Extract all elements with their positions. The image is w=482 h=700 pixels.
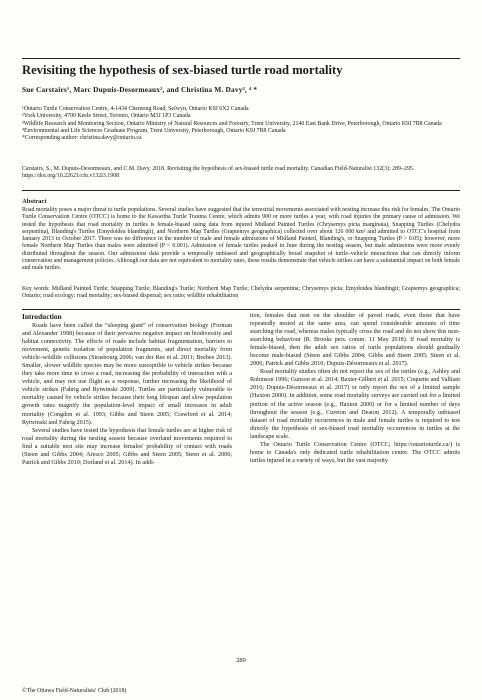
affiliation-4: ⁴Environmental and Life Sciences Graduate Program, Trent University, Peterborough, Ontario K9J 7B8 Canada bbox=[22, 127, 286, 134]
introduction-heading: Introduction bbox=[22, 312, 62, 321]
abstract-rule-bottom bbox=[22, 309, 460, 310]
paragraph: Road mortality studies often do not report the sex of the turtles (e.g., Ashley and Robinson 1996; Gunson et al. 2014; Baxter-Gilbert et al. 2015; Coquette and Valliant 2016; Dupuis-Désormeaux et al. 2017) or only report the sex of a limited sample (Haxton 2000). In addition, some road mortality surveys are carried out for a limited portion of the active season (e.g., Haxton 2000) or for a limited number of days throughout the season (e.g., Cureton and Deaton 2012). A temporally unbiased dataset of road mortality occurrences in male and female turtles is required to test directly the hypothesis of sex-biased road mortality occurrences in turtles at the landscape scale. bbox=[250, 369, 460, 440]
right-column bbox=[250, 312, 460, 465]
citation: Carstairs, S., M. Dupuis-Desormeaux, and C.M. Davy. 2018. Revisiting the hypothesis of sex-biased turtle road mortality. Canadian Field-Naturalist 132(3): 289–295. https://doi.org/10.22621/cfn.v132i3.1908 bbox=[22, 166, 415, 180]
affiliations bbox=[22, 106, 462, 142]
author-list: Sue Carstairs¹, Marc Dupuis-Desormeaux², and Christina M. Davy³, ⁴ * bbox=[22, 85, 258, 94]
paragraph: Several studies have tested the hypothesis that female turtles are at higher risk of road mortality during the nesting season because overland movements required to find a suitable nest site may increase females' probability of contact with roads (Steen and Gibbs 2004; Aresco 2005; Gibbs and Steen 2005; Steen et al. 2006; Patrick and Gibbs 2010; Dorland et al. 2014). In addi- bbox=[22, 427, 232, 466]
corresponding-author: *Corresponding author: christina.davy@ontario.ca bbox=[22, 135, 142, 142]
affiliation-3: ³Wildlife Research and Monitoring Section, Ontario Ministry of Natural Resources and Forestry, Trent University, 2140 East Bank Drive, Peterborough, Ontario K9J 7B8 Canada bbox=[22, 120, 442, 127]
left-column bbox=[22, 312, 232, 467]
top-rule bbox=[22, 58, 460, 59]
copyright-footer: ©The Ottawa Field-Naturalists' Club (2018) bbox=[22, 688, 127, 694]
abstract-heading: Abstract bbox=[22, 198, 47, 205]
paragraph: The Ontario Turtle Conservation Centre (OTCC; https://ontarioturtle.ca/) is home to Canada's only dedicated turtle rehabilitation centre. The OTCC admits turtles injured in a variety of ways, but the vast majority bbox=[250, 441, 460, 464]
paragraph: Roads have been called the “sleeping giant” of conservation biology (Forman and Alexander 1998) because of their pervasive negative impact on biodiversity and habitat connectivity. The effects of roads include habitat fragmentation, barriers to movement, genetic isolation of population fragments, and direct mortality from vehicle–wildlife collisions (Strasbourg 2006; van der Ree et al. 2011; Beebee 2013). Smaller, slower wildlife species may be more susceptible to vehicle strikes because they take more time to cross a road, increasing the probability of interaction with a vehicle, and may not use flight as a response, further increasing the likelihood of vehicle strikes (Fahrig and Rytwinski 2009). Turtles are particularly vulnerable to mortality caused by vehicle strikes because their long lifespan and slow population growth rates magnify the population-level impact of small increases in adult mortality (Congdon et al. 1993; Gibbs and Steen 2005; Crawford et al. 2014; Rytwinski and Fahrig 2015). bbox=[22, 323, 232, 426]
abstract-rule-top bbox=[22, 190, 460, 191]
abstract-text: Road mortality poses a major threat to turtle populations. Several studies have suggested that the terrestrial movements associated with nesting increase this risk for females. The Ontario Turtle Conservation Centre (OTCC) is home to the Kawartha Turtle Trauma Centre, which admits 900 or more turtles a year, with road injuries the primary cause of admission. We tested the hypothesis that road mortality in turtles is female-biased using data from injured Midland Painted Turtles (Chrysemys picta marginata), Snapping Turtles (Chelydra serpentina), Blanding's Turtles (Emydoidea blandingii), and Northern Map Turtles (Graptemys geographica) collected over about 126 000 km² and admitted to OTCC's hospital from January 2013 to October 2017. There was no difference in the number of male and female admissions of Midland Painted, Blanding's, or Snapping Turtles (P > 0.05); however, more female Northern Map Turtles than males were admitted (P < 0.001). Admission of female turtles peaked in June during the nesting season, but male admissions were more evenly distributed throughout the season. Our admissions data provide a temporally unbiased and geographically broad snapshot of turtle–vehicle interactions that can directly inform conservation and management policies. Although our data are not equivalent to mortality rates, these results demonstrate that vehicle strikes can have a substantial impact on both female and male turtles. bbox=[22, 207, 460, 271]
page-number: 289 bbox=[236, 657, 246, 664]
affiliation-1: ¹Ontario Turtle Conservation Centre, 4-1434 Chemong Road, Selwyn, Ontario K9J 6X2 Canada bbox=[22, 106, 249, 112]
keywords: Key words: Midland Painted Turtle; Snapping Turtle; Blanding's Turtle; Northern Map Turtle; Chelydra serpentina; Chrysemys picta; Emydoidea blandingii; Graptemys geographica; Ontario; road ecology; road mortality; sex-biased dispersal; sex ratio; wildlife rehabilitation bbox=[22, 286, 460, 300]
article-title: Revisiting the hypothesis of sex-biased turtle road mortality bbox=[22, 63, 343, 77]
paragraph: tion, females that nest on the shoulder of paved roads, even those that have repeatedly nested at the same area, can spend considerable amounts of time searching the road, whereas males typically cross the road and do not show this nest-searching behaviour (R. Brooks pers. comm. 11 May 2018). If road mortality is female-biased, then the adult sex ratios of turtle populations should gradually become male-biased (Steen and Gibbs 2004; Gibbs and Steen 2005; Steen et al. 2006; Patrick and Gibbs 2010; Dupuis-Désormeaux et al. 2017). bbox=[250, 313, 460, 368]
affiliation-2: ²York University, 4700 Keele Street, Toronto, Ontario M3J 1P3 Canada bbox=[22, 113, 191, 120]
